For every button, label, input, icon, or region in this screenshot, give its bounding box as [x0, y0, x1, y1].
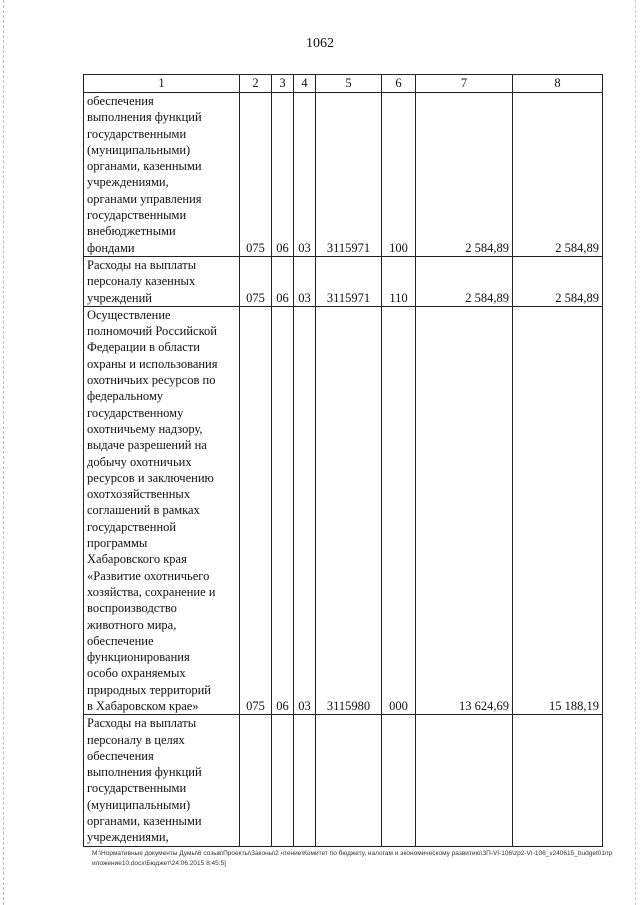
row-name-line: государственными: [87, 126, 187, 141]
row-name-line: Осуществление: [87, 307, 171, 322]
header-cell: 4: [294, 75, 316, 93]
row-name-line: органами, казенными: [87, 159, 202, 174]
target-article-cell: 3115971: [316, 93, 382, 257]
amount-year1-cell: 2 584,89: [416, 93, 513, 257]
row-name-line: обеспечения: [87, 94, 154, 108]
row-name-line: органами управления: [87, 191, 202, 206]
section-code-cell: 06: [272, 93, 294, 257]
section-code-cell: 06: [272, 256, 294, 306]
row-name-line: государственному: [87, 405, 184, 420]
target-article-cell: [316, 715, 382, 846]
row-name-line: хозяйства, сохранение и: [87, 584, 216, 599]
row-name-line: животного мира,: [87, 617, 177, 632]
row-name-line: программы: [87, 536, 148, 551]
row-name-line: персоналу в целях: [87, 732, 185, 747]
table-header-row: [84, 75, 603, 93]
scan-edge-left: [3, 0, 5, 905]
amount-year2-cell: 2 584,89: [513, 256, 603, 306]
row-name-line: охотхозяйственных: [87, 487, 191, 502]
row-name-line: охотничьих ресурсов по: [87, 373, 216, 388]
header-cell: 2: [240, 75, 272, 93]
row-name-line: Хабаровского края: [87, 552, 187, 567]
row-name-line: персоналу казенных: [87, 274, 196, 289]
row-name-line: природных территорий: [87, 682, 211, 697]
gu-code-cell: 075: [240, 93, 272, 257]
header-cell: 1: [84, 75, 240, 93]
expense-type-cell: 110: [382, 256, 416, 306]
header-cell: 8: [513, 75, 603, 93]
row-name-line: выполнения функций: [87, 110, 202, 125]
amount-year2-cell: 15 188,19: [513, 306, 603, 714]
row-name-line: государственной: [87, 519, 177, 534]
row-name-line: внебюджетными: [87, 224, 176, 239]
table-row: [84, 715, 603, 846]
amount-year2-cell: [513, 715, 603, 846]
expense-type-cell: 100: [382, 93, 416, 257]
row-name-line: обеспечение: [87, 633, 154, 648]
row-name-line: государственными: [87, 208, 187, 223]
row-name-line: обеспечения: [87, 748, 154, 763]
subsection-code-cell: 03: [294, 306, 316, 714]
row-name-line: особо охраняемых: [87, 666, 186, 681]
header-cell: 3: [272, 75, 294, 93]
row-name-line: добычу охотничьих: [87, 454, 192, 469]
table-row: [84, 256, 603, 306]
row-name-line: воспроизводство: [87, 601, 177, 616]
row-name-line: государственными: [87, 781, 187, 796]
header-cell: 6: [382, 75, 416, 93]
page-number: 1062: [306, 36, 334, 51]
header-cell: 5: [316, 75, 382, 93]
gu-code-cell: 075: [240, 256, 272, 306]
row-name-line: выдаче разрешений на: [87, 438, 207, 453]
row-name-line: (муниципальными): [87, 797, 191, 812]
row-name-line: органами, казенными: [87, 814, 202, 829]
section-code-cell: 06: [272, 306, 294, 714]
row-name-line: фондами: [87, 240, 135, 255]
row-name-cell: [84, 715, 240, 846]
table-row: [84, 306, 603, 714]
row-name-cell: [84, 256, 240, 306]
row-name-line: «Развитие охотничьего: [87, 568, 210, 583]
row-name-line: (муниципальными): [87, 142, 191, 157]
row-name-line: ресурсов и заключению: [87, 470, 214, 485]
row-name-cell: [84, 93, 240, 257]
row-name-line: охраны и использования: [87, 356, 218, 371]
row-name-line: функционирования: [87, 650, 190, 665]
amount-year1-cell: 2 584,89: [416, 256, 513, 306]
amount-year2-cell: 2 584,89: [513, 93, 603, 257]
section-code-cell: [272, 715, 294, 846]
scan-edge-right: [635, 0, 637, 905]
gu-code-cell: 075: [240, 306, 272, 714]
subsection-code-cell: [294, 715, 316, 846]
amount-year1-cell: 13 624,69: [416, 306, 513, 714]
row-name-line: учреждений: [87, 290, 152, 305]
row-name-line: охотничьему надзору,: [87, 421, 203, 436]
gu-code-cell: [240, 715, 272, 846]
expense-type-cell: [382, 715, 416, 846]
budget-table: [83, 74, 603, 847]
row-name-line: Федерации в области: [87, 340, 200, 355]
row-name-line: полномочий Российской: [87, 324, 217, 339]
expense-type-cell: 000: [382, 306, 416, 714]
table-row: [84, 93, 603, 257]
target-article-cell: 3115971: [316, 256, 382, 306]
row-name-cell: [84, 306, 240, 714]
row-name-line: выполнения функций: [87, 765, 202, 780]
header-cell: 7: [416, 75, 513, 93]
target-article-cell: 3115980: [316, 306, 382, 714]
row-name-line: учреждениями,: [87, 175, 169, 190]
row-name-line: учреждениями,: [87, 830, 169, 845]
subsection-code-cell: 03: [294, 256, 316, 306]
row-name-line: соглашений в рамках: [87, 503, 200, 518]
row-name-line: в Хабаровском крае»: [87, 698, 199, 713]
file-path-footer: M:\Нормативные документы Думы\6 созыв\Проекты\Законы\2 чтение\Комитет по бюджету, налогам и экономическому развитию\ЗП-VI-106\zp2-VI-106_v240615_budget01приложение10.docx\Бюджет\24.06.2015 8:45:5]: [92, 850, 613, 867]
row-name-line: федеральному: [87, 389, 164, 404]
row-name-line: Расходы на выплаты: [87, 257, 197, 272]
row-name-line: Расходы на выплаты: [87, 716, 197, 731]
amount-year1-cell: [416, 715, 513, 846]
subsection-code-cell: 03: [294, 93, 316, 257]
